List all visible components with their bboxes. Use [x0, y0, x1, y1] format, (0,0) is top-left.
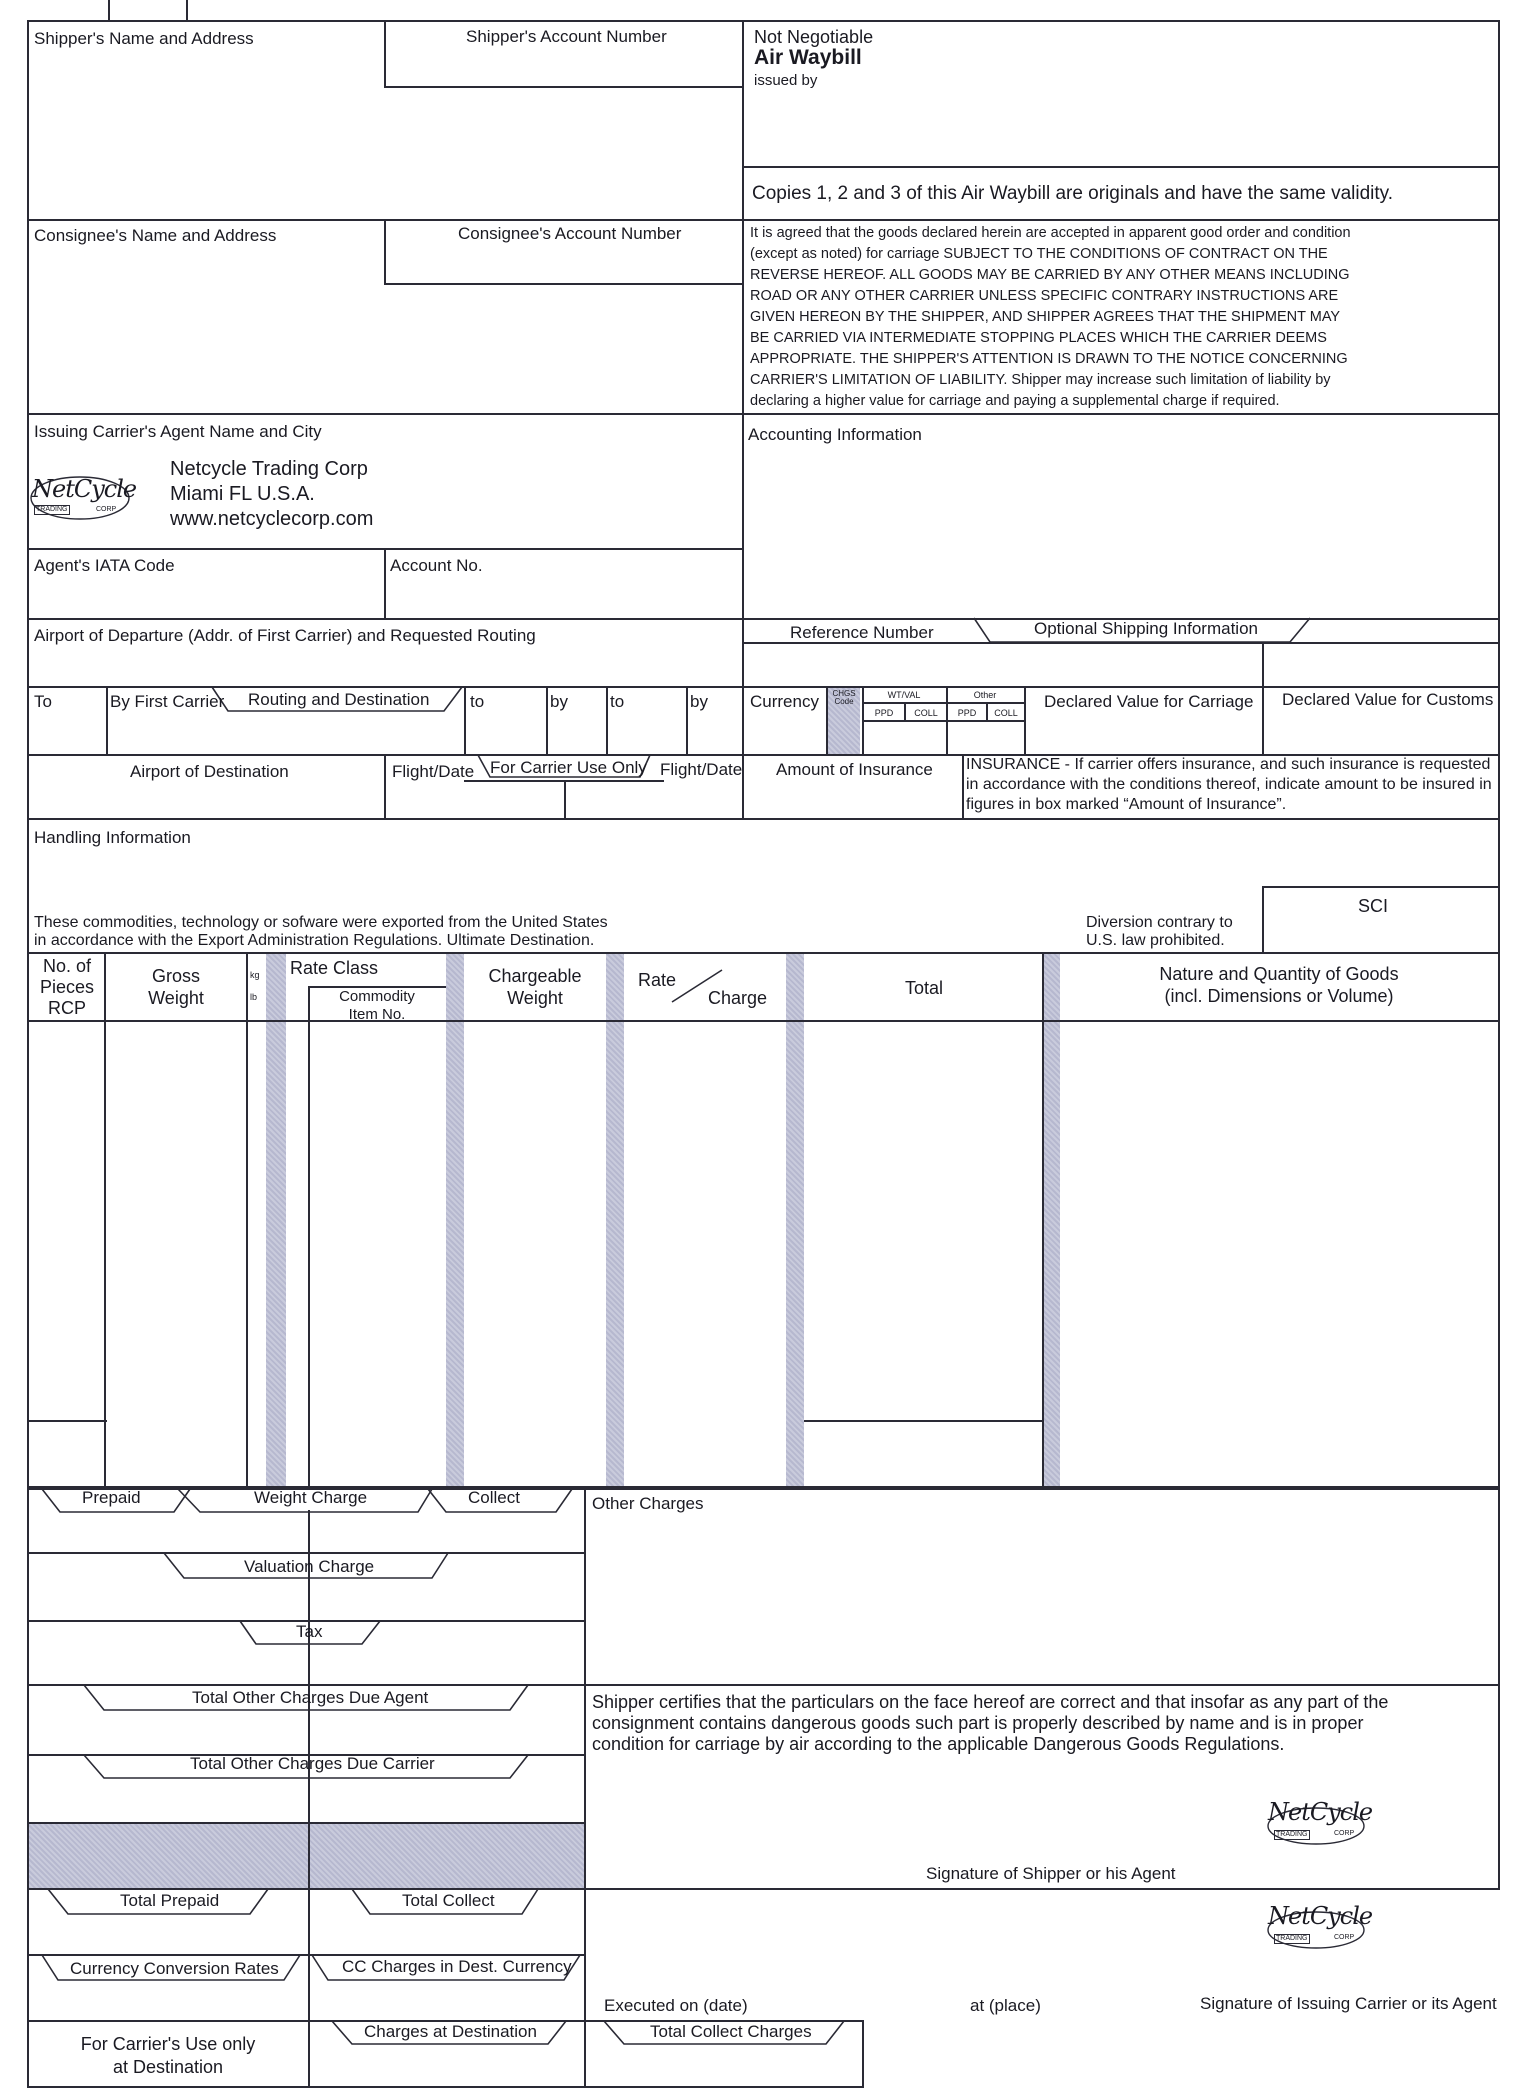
pieces-2: Pieces: [39, 977, 95, 997]
sci-box-left: [1262, 886, 1264, 952]
agent-label: Issuing Carrier's Agent Name and City: [34, 422, 322, 441]
total-other-carrier-label: Total Other Charges Due Carrier: [190, 1754, 435, 1773]
gross-weight-1: Gross: [151, 966, 200, 986]
total-other-agent-label: Total Other Charges Due Agent: [192, 1688, 429, 1707]
tax-label: Tax: [296, 1622, 323, 1641]
agent-website: www.netcyclecorp.com: [170, 508, 374, 530]
flight-date-2: Flight/Date: [660, 760, 743, 779]
signature-logo-sub-left: TRADING: [1274, 1830, 1310, 1840]
export-note-1: These commodities, technology or sofware were exported from the United States: [34, 914, 608, 931]
certification-3: condition for carriage by air according to the applicable Dangerous Goods Regulations.: [592, 1734, 1285, 1754]
signature-carrier-label: Signature of Issuing Carrier or its Agent: [1200, 1994, 1497, 2013]
charge-label: Charge: [708, 988, 768, 1008]
conditions-line: APPROPRIATE. THE SHIPPER'S ATTENTION IS DRAWN TO THE NOTICE CONCERNING: [750, 351, 1348, 367]
carrier-logo-word: NetCycle: [1268, 1902, 1373, 1930]
charges-destination-label: Charges at Destination: [364, 2022, 537, 2041]
conditions-line: ROAD OR ANY OTHER CARRIER UNLESS SPECIFIC CONTRARY INSTRUCTIONS ARE: [750, 288, 1339, 304]
agent-logo: [28, 470, 138, 520]
insurance-note-2: in accordance with the conditions thereof, indicate amount to be insured in: [966, 776, 1492, 793]
optional-label: Optional Shipping Information: [1034, 619, 1258, 638]
commodity-2: Item No.: [348, 1006, 406, 1023]
total-label: Total: [904, 978, 944, 998]
shipper-signature-logo: [1264, 1796, 1374, 1846]
consignee-name-label: Consignee's Name and Address: [34, 226, 277, 245]
unit-lb: lb: [250, 992, 258, 1002]
route-currency: Currency: [750, 692, 819, 711]
signature-logo-sub-right: CORP: [1334, 1830, 1355, 1837]
other-charges-label: Other Charges: [592, 1494, 704, 1513]
shipper-name-label: Shipper's Name and Address: [34, 29, 254, 48]
route-by2: by: [550, 692, 568, 711]
diversion-1: Diversion contrary to: [1086, 914, 1233, 931]
airport-destination: Airport of Destination: [130, 762, 289, 781]
currency-rates-label: Currency Conversion Rates: [70, 1959, 279, 1978]
handling-label: Handling Information: [34, 828, 191, 847]
carrier-logo-sub-left: TRADING: [1274, 1934, 1310, 1944]
total-collect-charges-label: Total Collect Charges: [650, 2022, 812, 2041]
sci-label: SCI: [1358, 896, 1389, 916]
shipper-account-label: Shipper's Account Number: [466, 27, 667, 46]
total-prepaid-label: Total Prepaid: [120, 1891, 220, 1910]
carrier-use-dest-2: at Destination: [112, 2057, 224, 2077]
conditions-line: CARRIER'S LIMITATION OF LIABILITY. Shipper may increase such limitation of liability by: [750, 372, 1331, 388]
conditions-text: [750, 223, 1488, 412]
chargeable-1: Chargeable: [488, 966, 582, 986]
conditions-line: GIVEN HEREON BY THE SHIPPER, AND SHIPPER AGREES THAT THE SHIPMENT MAY: [750, 309, 1341, 325]
air-waybill-title: Air Waybill: [754, 46, 862, 69]
unit-kg: kg: [250, 970, 260, 980]
pieces-1: No. of: [42, 956, 92, 976]
account-no-label: Account No.: [390, 556, 483, 575]
conditions-line: (except as noted) for carriage SUBJECT TO THE CONDITIONS OF CONTRACT ON THE: [750, 246, 1328, 262]
certification-1: Shipper certifies that the particulars on the face hereof are correct and that insofar as any part of the: [592, 1692, 1389, 1712]
carrier-logo-sub-right: CORP: [1334, 1934, 1355, 1941]
valuation-charge-label: Valuation Charge: [244, 1557, 375, 1576]
route-ppd2: PPD: [957, 708, 977, 718]
at-place-label: at (place): [970, 1996, 1041, 2015]
export-note-2: in accordance with the Export Administration Regulations. Ultimate Destination.: [34, 932, 595, 949]
diversion-2: U.S. law prohibited.: [1086, 932, 1225, 949]
insurance-note-3: figures in box marked “Amount of Insurance”.: [966, 796, 1287, 813]
route-chgs-code: CHGS Code: [832, 689, 856, 706]
conditions-line: REVERSE HEREOF. ALL GOODS MAY BE CARRIED BY ANY OTHER MEANS INCLUDING: [750, 267, 1350, 283]
route-to: To: [34, 692, 52, 711]
agent-company: Netcycle Trading Corp: [170, 458, 368, 480]
pieces-3: RCP: [47, 998, 86, 1018]
collect-label: Collect: [468, 1488, 520, 1507]
prepaid-label: Prepaid: [82, 1488, 141, 1507]
route-by3: by: [690, 692, 708, 711]
conditions-line: declaring a higher value for carriage and paying a supplemental charge if required.: [750, 393, 1280, 409]
logo-sub-left: TRADING: [34, 505, 70, 515]
nature-1: Nature and Quantity of Goods: [1159, 964, 1399, 984]
route-coll2: COLL: [994, 708, 1018, 718]
signature-logo-word: NetCycle: [1268, 1798, 1373, 1826]
logo-sub-right: CORP: [96, 506, 117, 513]
accounting-label: Accounting Information: [748, 425, 922, 444]
gross-weight-2: Weight: [148, 988, 204, 1008]
executed-on-label: Executed on (date): [604, 1996, 748, 2015]
flight-date-1: Flight/Date: [392, 762, 475, 781]
route-ppd1: PPD: [874, 708, 894, 718]
route-by-first: By First Carrier: [110, 692, 225, 711]
route-routing-dest: Routing and Destination: [248, 690, 430, 709]
route-to2: to: [470, 692, 485, 711]
total-collect-label: Total Collect: [402, 1891, 495, 1910]
signature-shipper-label: Signature of Shipper or his Agent: [926, 1864, 1176, 1883]
not-negotiable: Not Negotiable: [754, 27, 874, 47]
declared-carriage: Declared Value for Carriage: [1044, 692, 1254, 711]
reference-label: Reference Number: [790, 623, 934, 642]
route-wtval: WT/VAL: [887, 690, 921, 700]
declared-customs: Declared Value for Customs: [1282, 690, 1494, 709]
certification-2: consignment contains dangerous goods such part is properly described by name and is in proper: [592, 1713, 1364, 1733]
rate-class: Rate Class: [290, 958, 379, 978]
amount-insurance: Amount of Insurance: [776, 760, 933, 779]
logo-word: NetCycle: [32, 475, 137, 503]
consignee-account-label: Consignee's Account Number: [458, 224, 682, 243]
agent-city: Miami FL U.S.A.: [170, 483, 315, 505]
weight-charge-label: Weight Charge: [254, 1488, 368, 1507]
cc-charges-label: CC Charges in Dest. Currency: [342, 1957, 572, 1976]
carrier-use-only: For Carrier Use Only: [490, 758, 647, 777]
issued-by: issued by: [754, 72, 818, 89]
carrier-signature-logo: [1264, 1900, 1374, 1950]
rate-label: Rate: [638, 970, 677, 990]
iata-label: Agent's IATA Code: [34, 556, 175, 575]
insurance-note-1: INSURANCE - If carrier offers insurance, and such insurance is requested: [966, 756, 1491, 773]
carrier-use-dest-1: For Carrier's Use only: [80, 2034, 256, 2054]
conditions-line: It is agreed that the goods declared herein are accepted in apparent good order and condition: [750, 225, 1351, 241]
route-other: Other: [973, 690, 997, 700]
chargeable-2: Weight: [507, 988, 563, 1008]
route-to3: to: [610, 692, 625, 711]
route-coll1: COLL: [914, 708, 938, 718]
nature-2: (incl. Dimensions or Volume): [1164, 986, 1394, 1006]
commodity-1: Commodity: [339, 988, 415, 1005]
conditions-line: BE CARRIED VIA INTERMEDIATE STOPPING PLACES WHICH THE CARRIER DEEMS: [750, 330, 1327, 346]
departure-label: Airport of Departure (Addr. of First Carrier) and Requested Routing: [34, 626, 536, 645]
copies-note: Copies 1, 2 and 3 of this Air Waybill are originals and have the same validity.: [752, 183, 1394, 204]
